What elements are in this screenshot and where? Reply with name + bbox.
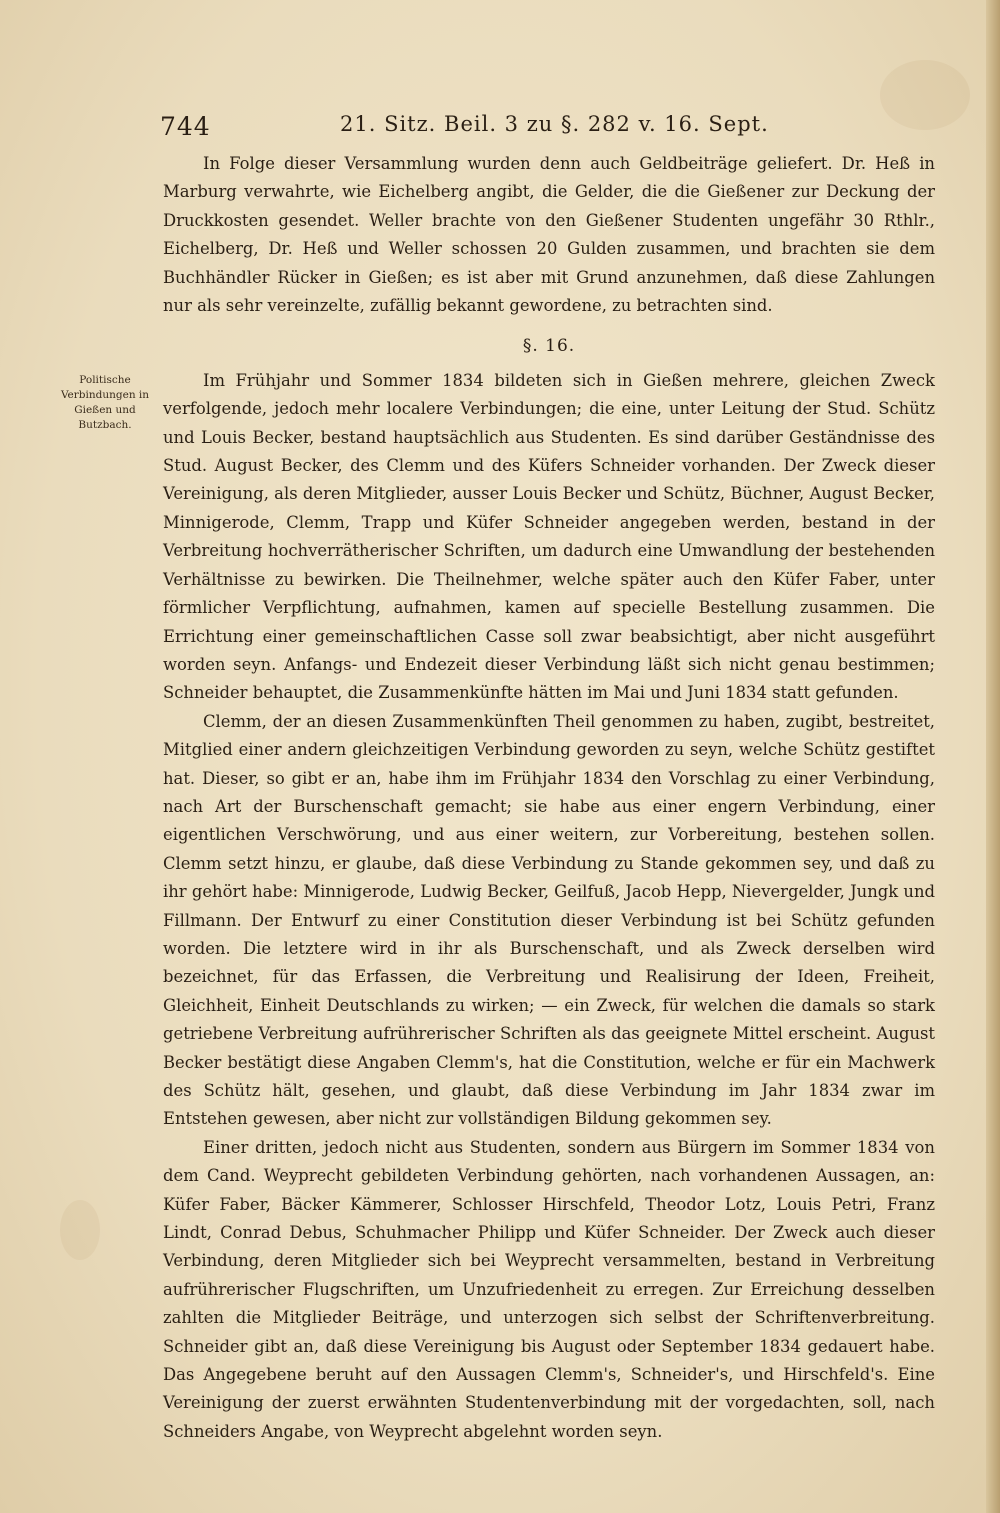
paragraph-3: Clemm, der an diesen Zusammenkünften Theil genommen zu haben, zugibt, bestreitet, Mitglied einer andern gleichzeitigen Verbindung geworden zu seyn, welche Schütz gestiftet hat. Dieser, so gibt er an, habe ihm im Frühjahr 1834 den Vorschlag zu einer Verbindung, nach Art der Burschenschaft gemacht; sie habe aus einer engern Verbindung, einer eigentlichen Verschwörung, und aus einer weitern, zur Vorbereitung, bestehen sollen. Clemm setzt hinzu, er glaube, daß diese Verbindung zu Stande gekommen sey, und daß zu ihr gehört habe: Minnigerode, Ludwig Becker, Geilfuß, Jacob Hepp, Nievergelder, Jungk und Fillmann. Der Entwurf zu einer Constitution dieser Verbindung ist bei Schütz gefunden worden. Die letztere wird in ihr als Burschenschaft, und als Zweck derselben wird bezeichnet, für das Erfassen, die Verbreitung und Realisirung der Ideen, Freiheit, Gleichheit, Einheit Deutschlands zu wirken; — ein Zweck, für welchen die damals so stark getriebene Verbreitung aufrührerischer Schriften als das geeignete Mittel erscheint. August Becker bestätigt diese Angaben Clemm's, hat die Constitution, welche er für ein Machwerk des Schütz hält, gesehen, und glaubt, daß diese Verbindung im Jahr 1834 zwar im Entstehen gewesen, aber nicht zur vollständigen Bildung gekommen sey. bbox=[163, 711, 935, 1129]
page-header bbox=[160, 112, 940, 142]
running-head: 21. Sitz. Beil. 3 zu §. 282 v. 16. Sept. bbox=[340, 112, 769, 136]
margin-note: Politische Verbindungen in Gießen und Butzbach. bbox=[60, 374, 150, 431]
paragraph-4: Einer dritten, jedoch nicht aus Studenten, sondern aus Bürgern im Sommer 1834 von dem Cand. Weyprecht gebildeten Verbindung gehörten, nach vorhandenen Aussagen, an: Küfer Faber, Bäcker Kämmerer, Schlosser Hirschfeld, Theodor Lotz, Louis Petri, Franz Lindt, Conrad Debus, Schuhmacher Philipp und Küfer Schneider. Der Zweck auch dieser Verbindung, deren Mitglieder sich bei Weyprecht versammelten, bestand in Verbreitung aufrührerischer Flugschriften, um Unzufriedenheit zu erregen. Zur Erreichung desselben zahlten die Mitglieder Beiträge, und unterzogen sich selbst der Schriftenverbreitung. Schneider gibt an, daß diese Vereinigung bis August oder September 1834 gedauert habe. Das Angegebene beruht auf den Aussagen Clemm's, Schneider's, und Hirschfeld's. Eine Vereinigung der zuerst erwähnten Studentenverbindung mit der vorgedachten, soll, nach Schneiders Angabe, von Weyprecht abgelehnt worden seyn. bbox=[163, 1137, 935, 1441]
paper-stain bbox=[60, 1200, 100, 1260]
page-edge-shadow bbox=[986, 0, 1000, 1513]
section-heading: §. 16. bbox=[522, 336, 576, 357]
paragraph-1: In Folge dieser Versammlung wurden denn auch Geldbeiträge geliefert. Dr. Heß in Marburg verwahrte, wie Eichelberg angibt, die Gelder, die die Gießener zur Deckung der Druckkosten gesendet. Weller brachte von den Gießener Studenten ungefähr 30 Rthlr., Eichelberg, Dr. Heß und Weller schossen 20 Gulden zusammen, und brachten sie dem Buchhändler Rücker in Gießen; es ist aber mit Grund anzunehmen, daß diese Zahlungen nur als sehr vereinzelte, zufällig bekannt gewordene, zu betrachten sind. bbox=[163, 154, 935, 316]
page-number: 744 bbox=[160, 112, 211, 141]
paragraph-2: Im Frühjahr und Sommer 1834 bildeten sich in Gießen mehrere, gleichen Zweck verfolgende, jedoch mehr localere Verbindungen; die eine, unter Leitung der Stud. Schütz und Louis Becker, bestand hauptsächlich aus Studenten. Es sind darüber Geständnisse des Stud. August Becker, des Clemm und des Küfers Schneider vorhanden. Der Zweck dieser Vereinigung, als deren Mitglieder, ausser Louis Becker und Schütz, Büchner, August Becker, Minnigerode, Clemm, Trapp und Küfer Schneider angegeben werden, bestand in der Verbreitung hochverrätherischer Schriften, um dadurch eine Umwandlung der bestehenden Verhältnisse zu bewirken. Die Theilnehmer, welche später auch den Küfer Faber, unter förmlicher Verpflichtung, aufnahmen, kamen auf specielle Bestellung zusammen. Die Errichtung einer gemeinschaftlichen Casse soll zwar beabsichtigt, aber nicht ausgeführt worden seyn. Anfangs- und Endezeit dieser Verbindung läßt sich nicht genau bestimmen; Schneider behauptet, die Zusammenkünfte hätten im Mai und Juni 1834 statt gefunden. bbox=[163, 370, 935, 703]
body-text bbox=[163, 150, 935, 1446]
